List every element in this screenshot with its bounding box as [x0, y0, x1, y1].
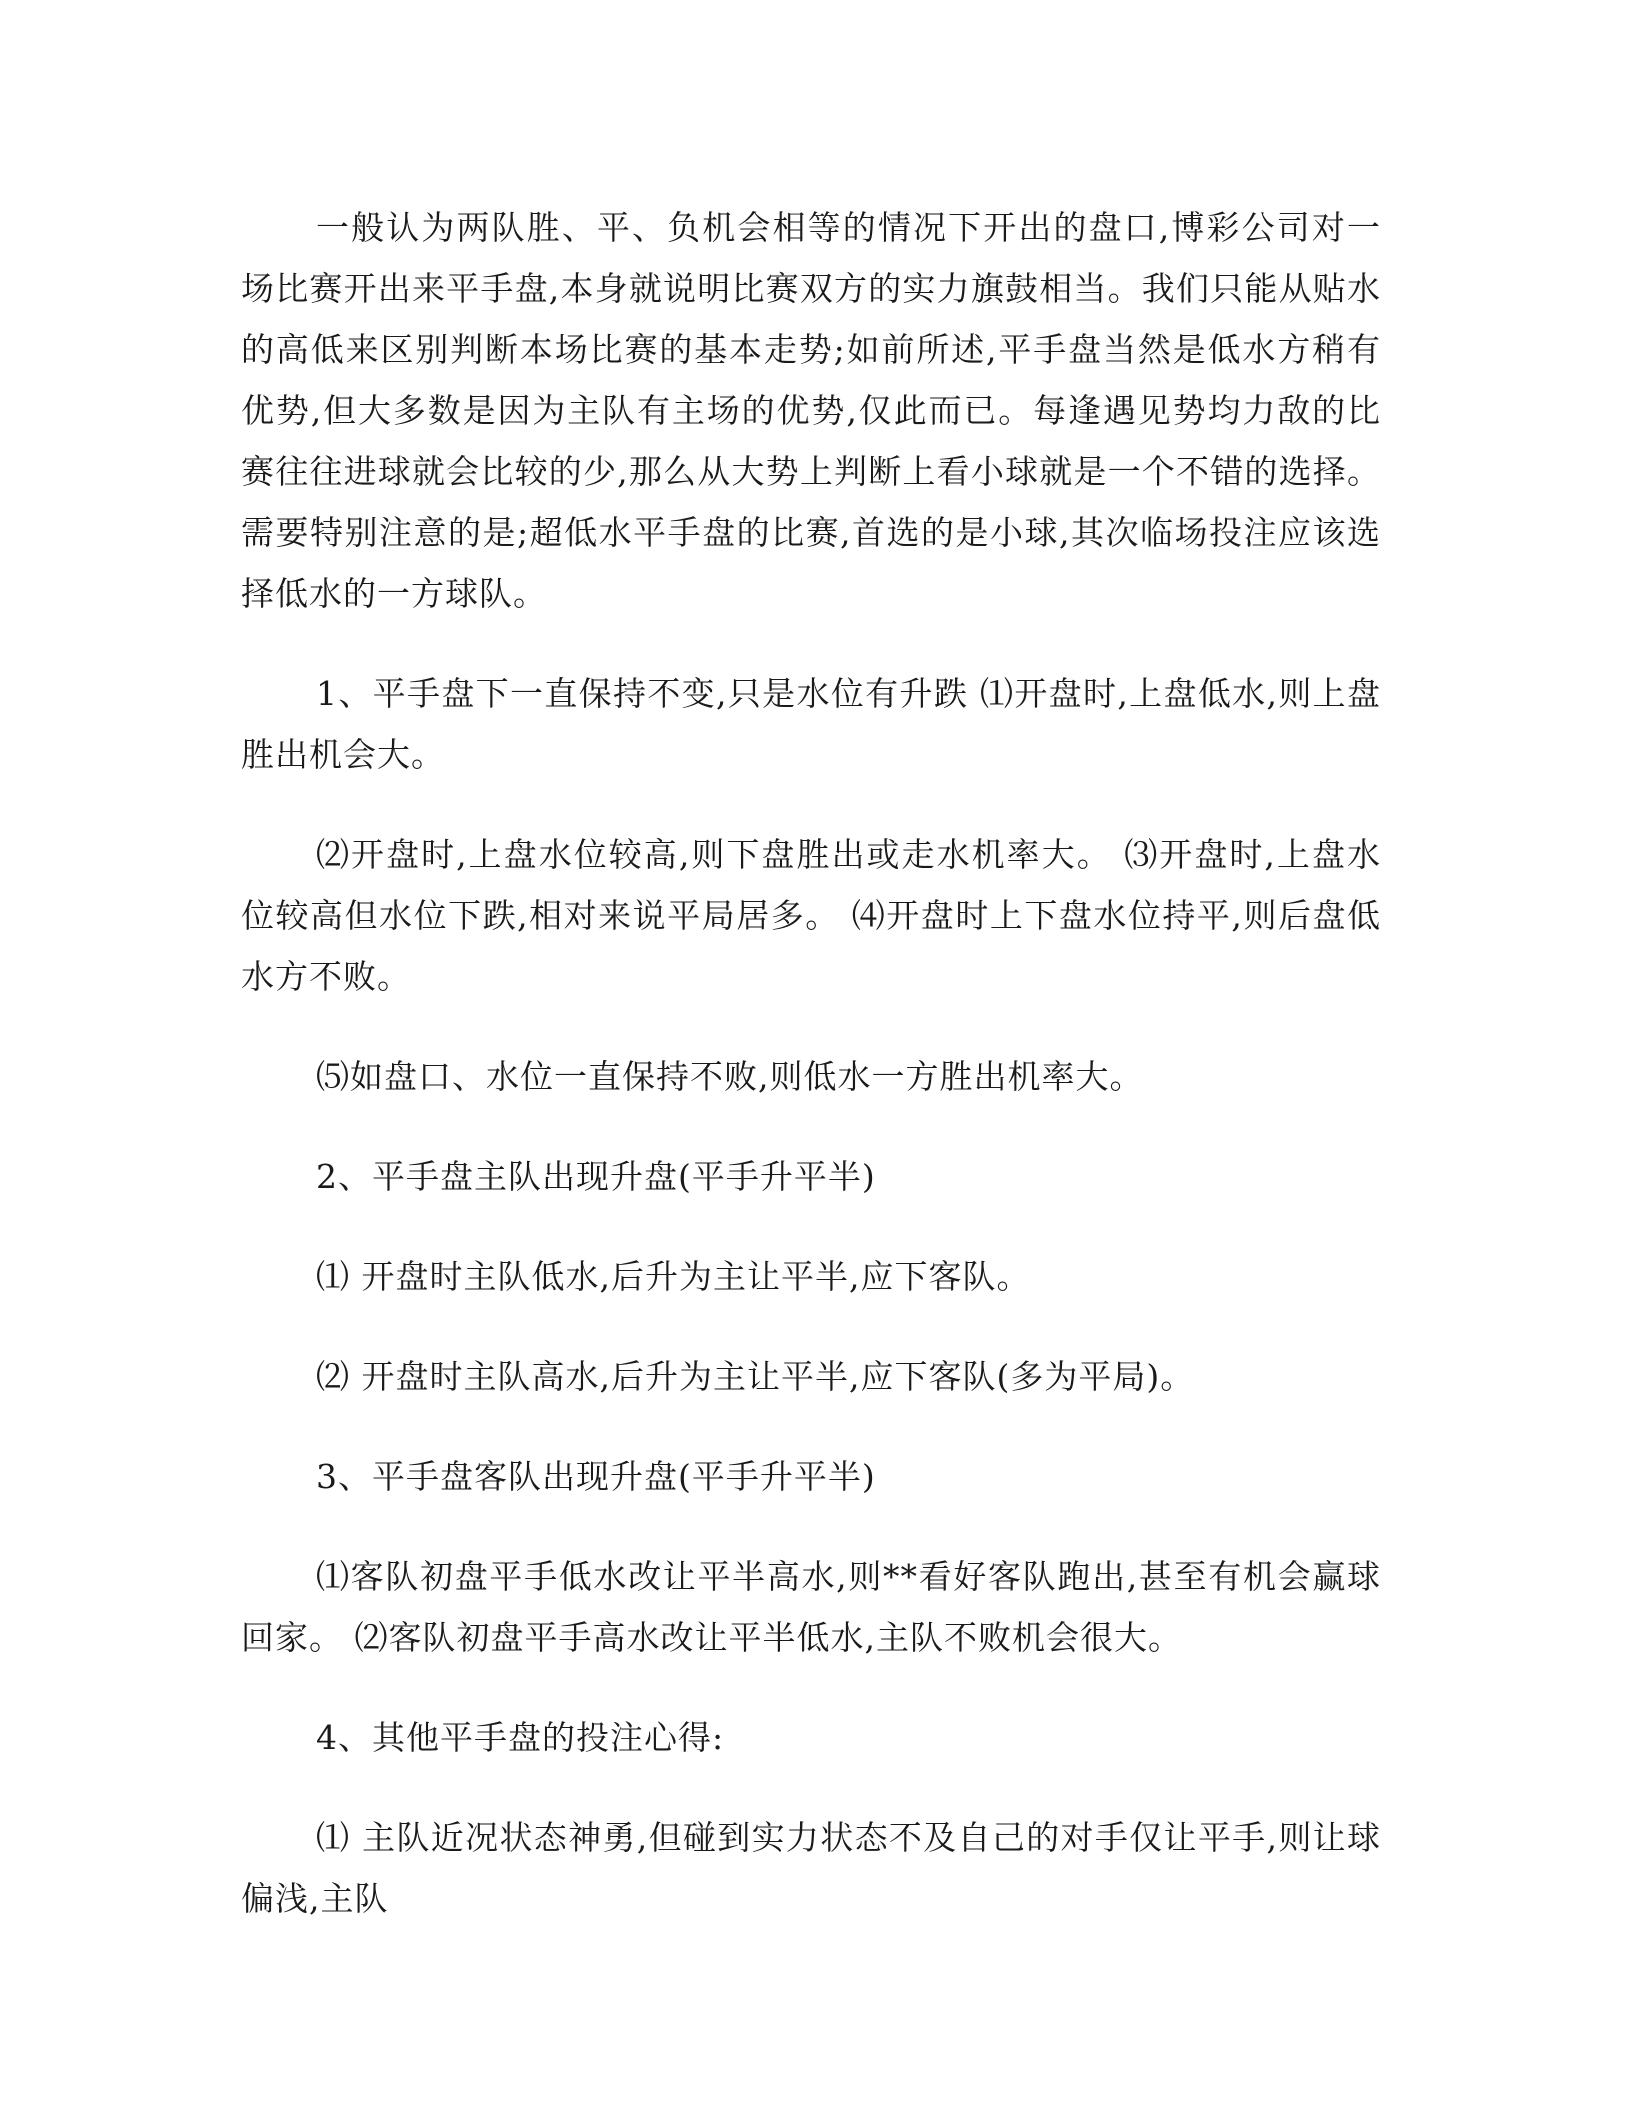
- paragraph-section-1: 1、平手盘下一直保持不变,只是水位有升跌 ⑴开盘时,上盘低水,则上盘胜出机会大。: [241, 674, 1381, 774]
- paragraph-section-2-item-1: ⑴ 开盘时主队低水,后升为主让平半,应下客队。: [316, 1257, 1031, 1296]
- paragraph-section-4-item-1: ⑴ 主队近况状态神勇,但碰到实力状态不及自己的对手仅让平手,则让球偏浅,主队: [241, 1818, 1381, 1918]
- paragraph-section-3-items: ⑴客队初盘平手低水改让平半高水,则**看好客队跑出,甚至有机会赢球回家。 ⑵客队初盘平手高水改让平半低水,主队不败机会很大。: [241, 1557, 1381, 1657]
- paragraph-section-4-heading: 4、其他平手盘的投注心得:: [316, 1718, 725, 1757]
- paragraph-section-2-heading: 2、平手盘主队出现升盘(平手升平半): [316, 1157, 876, 1196]
- paragraph-section-3-heading: 3、平手盘客队出现升盘(平手升平半): [316, 1457, 876, 1496]
- paragraph-section-2-item-2: ⑵ 开盘时主队高水,后升为主让平半,应下客队(多为平局)。: [316, 1357, 1195, 1396]
- paragraph-intro: 一般认为两队胜、平、负机会相等的情况下开出的盘口,博彩公司对一场比赛开出来平手盘,本身就说明比赛双方的实力旗鼓相当。我们只能从贴水的高低来区别判断本场比赛的基本走势;如前所述,平手盘当然是低水方稍有优势,但大多数是因为主队有主场的优势,仅此而已。每逢遇见势均力敌的比赛往往进球就会比较的少,那么从大势上判断上看小球就是一个不错的选择。需要特别注意的是;超低水平手盘的比赛,首选的是小球,其次临场投注应该选择低水的一方球队。: [241, 208, 1381, 613]
- paragraph-section-1-items: ⑵开盘时,上盘水位较高,则下盘胜出或走水机率大。 ⑶开盘时,上盘水位较高但水位下跌,相对来说平局居多。 ⑷开盘时上下盘水位持平,则后盘低水方不败。: [241, 835, 1381, 996]
- document-body: [241, 197, 1381, 1968]
- paragraph-section-1-item-5: ⑸如盘口、水位一直保持不败,则低水一方胜出机率大。: [316, 1057, 1144, 1096]
